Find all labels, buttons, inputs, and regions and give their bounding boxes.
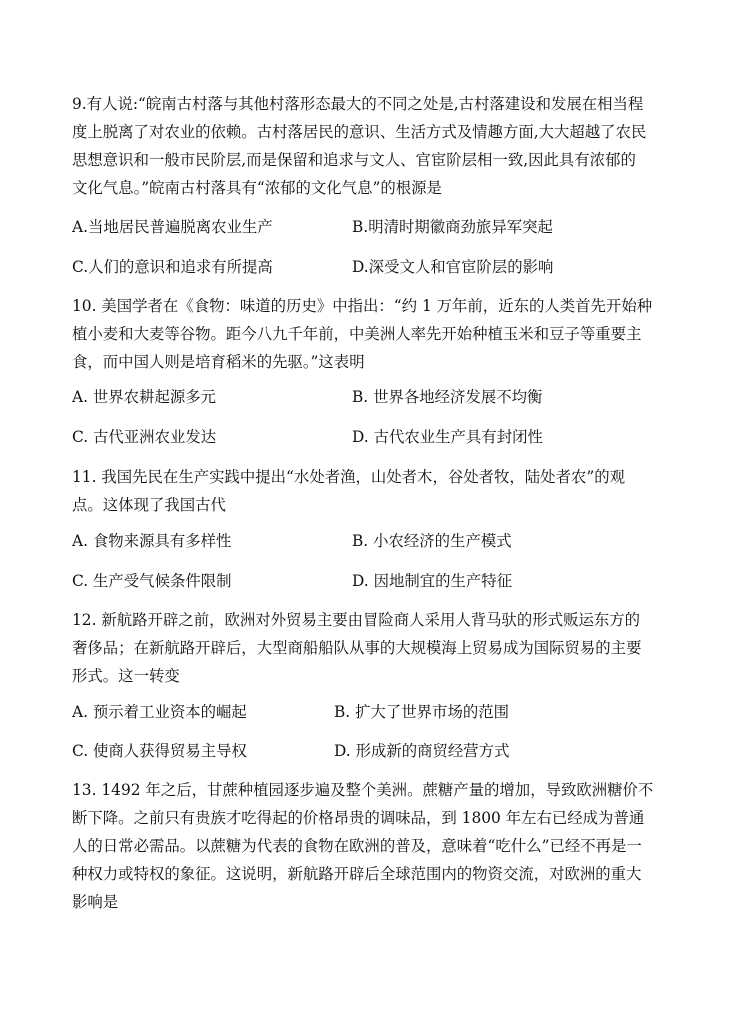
question-9-option-b: B.明清时期徽商劲旅异军突起 <box>352 218 553 236</box>
text-line: 度上脱离了对农业的依赖。古村落居民的意识、生活方式及情趣方面,大大超越了农民 <box>72 123 647 141</box>
question-9-option-c: C.人们的意识和追求有所提高 <box>72 258 273 276</box>
question-12-option-c: C. 使商人获得贸易主导权 <box>72 742 247 760</box>
question-10-option-d: D. 古代农业生产具有封闭性 <box>352 428 543 446</box>
text-line: 9.有人说:“皖南古村落与其他村落形态最大的不同之处是,古村落建设和发展在相当程 <box>72 95 644 113</box>
text-line: 奢侈品；在新航路开辟后，大型商船船队从事的大规模海上贸易成为国际贸易的主要 <box>72 639 642 657</box>
question-10-option-c: C. 古代亚洲农业发达 <box>72 428 217 446</box>
text-line: 10. 美国学者在《食物：味道的历史》中指出：“约 1 万年前，近东的人类首先开始种 <box>72 297 653 315</box>
text-line: 断下降。之前只有贵族才吃得起的价格昂贵的调味品，到 1800 年左右已经成为普通 <box>72 809 645 827</box>
question-12-option-a: A. 预示着工业资本的崛起 <box>72 703 247 721</box>
question-12-option-b: B. 扩大了世界市场的范围 <box>334 703 510 721</box>
question-9-option-a: A.当地居民普遍脱离农业生产 <box>72 218 273 236</box>
question-11-text <box>72 463 668 519</box>
text-line: 思想意识和一般市民阶层,而是保留和追求与文人、官宦阶层相一致,因此具有浓郁的 <box>72 151 636 169</box>
question-11-option-b: B. 小农经济的生产模式 <box>352 532 512 550</box>
text-line: 人的日常必需品。以蔗糖为代表的食物在欧洲的普及，意味着“吃什么”已经不再是一 <box>72 837 642 855</box>
text-line: 植小麦和大麦等谷物。距今八九千年前，中美洲人率先开始种植玉米和豆子等重要主 <box>72 325 642 343</box>
text-line: 种权力或特权的象征。这说明，新航路开辟后全球范围内的物资交流，对欧洲的重大 <box>72 865 642 883</box>
question-11-option-c: C. 生产受气候条件限制 <box>72 572 232 590</box>
question-10-text <box>72 292 668 376</box>
question-10-option-b: B. 世界各地经济发展不均衡 <box>352 388 543 406</box>
question-12-option-d: D. 形成新的商贸经营方式 <box>334 742 510 760</box>
text-line: 形式。这一转变 <box>72 667 180 685</box>
question-12-text <box>72 606 668 690</box>
question-9-text <box>72 90 668 202</box>
question-10-option-a: A. 世界农耕起源多元 <box>72 388 217 406</box>
question-11-option-d: D. 因地制宜的生产特征 <box>352 572 513 590</box>
text-line: 影响是 <box>72 893 119 911</box>
question-9-option-d: D.深受文人和官宦阶层的影响 <box>352 258 554 276</box>
text-line: 点。这体现了我国古代 <box>72 496 226 514</box>
text-line: 12. 新航路开辟之前，欧洲对外贸易主要由冒险商人采用人背马驮的形式贩运东方的 <box>72 611 641 629</box>
text-line: 13. 1492 年之后，甘蔗种植园逐步遍及整个美洲。蔗糖产量的增加，导致欧洲糖价不 <box>72 781 654 799</box>
text-line: 11. 我国先民在生产实践中提出“水处者渔，山处者木，谷处者牧，陆处者农”的观 <box>72 468 625 486</box>
question-13-text <box>72 776 668 916</box>
text-line: 文化气息。”皖南古村落具有“浓郁的文化气息”的根源是 <box>72 179 442 197</box>
question-11-option-a: A. 食物来源具有多样性 <box>72 532 232 550</box>
text-line: 食，而中国人则是培育稻米的先驱。”这表明 <box>72 353 365 371</box>
